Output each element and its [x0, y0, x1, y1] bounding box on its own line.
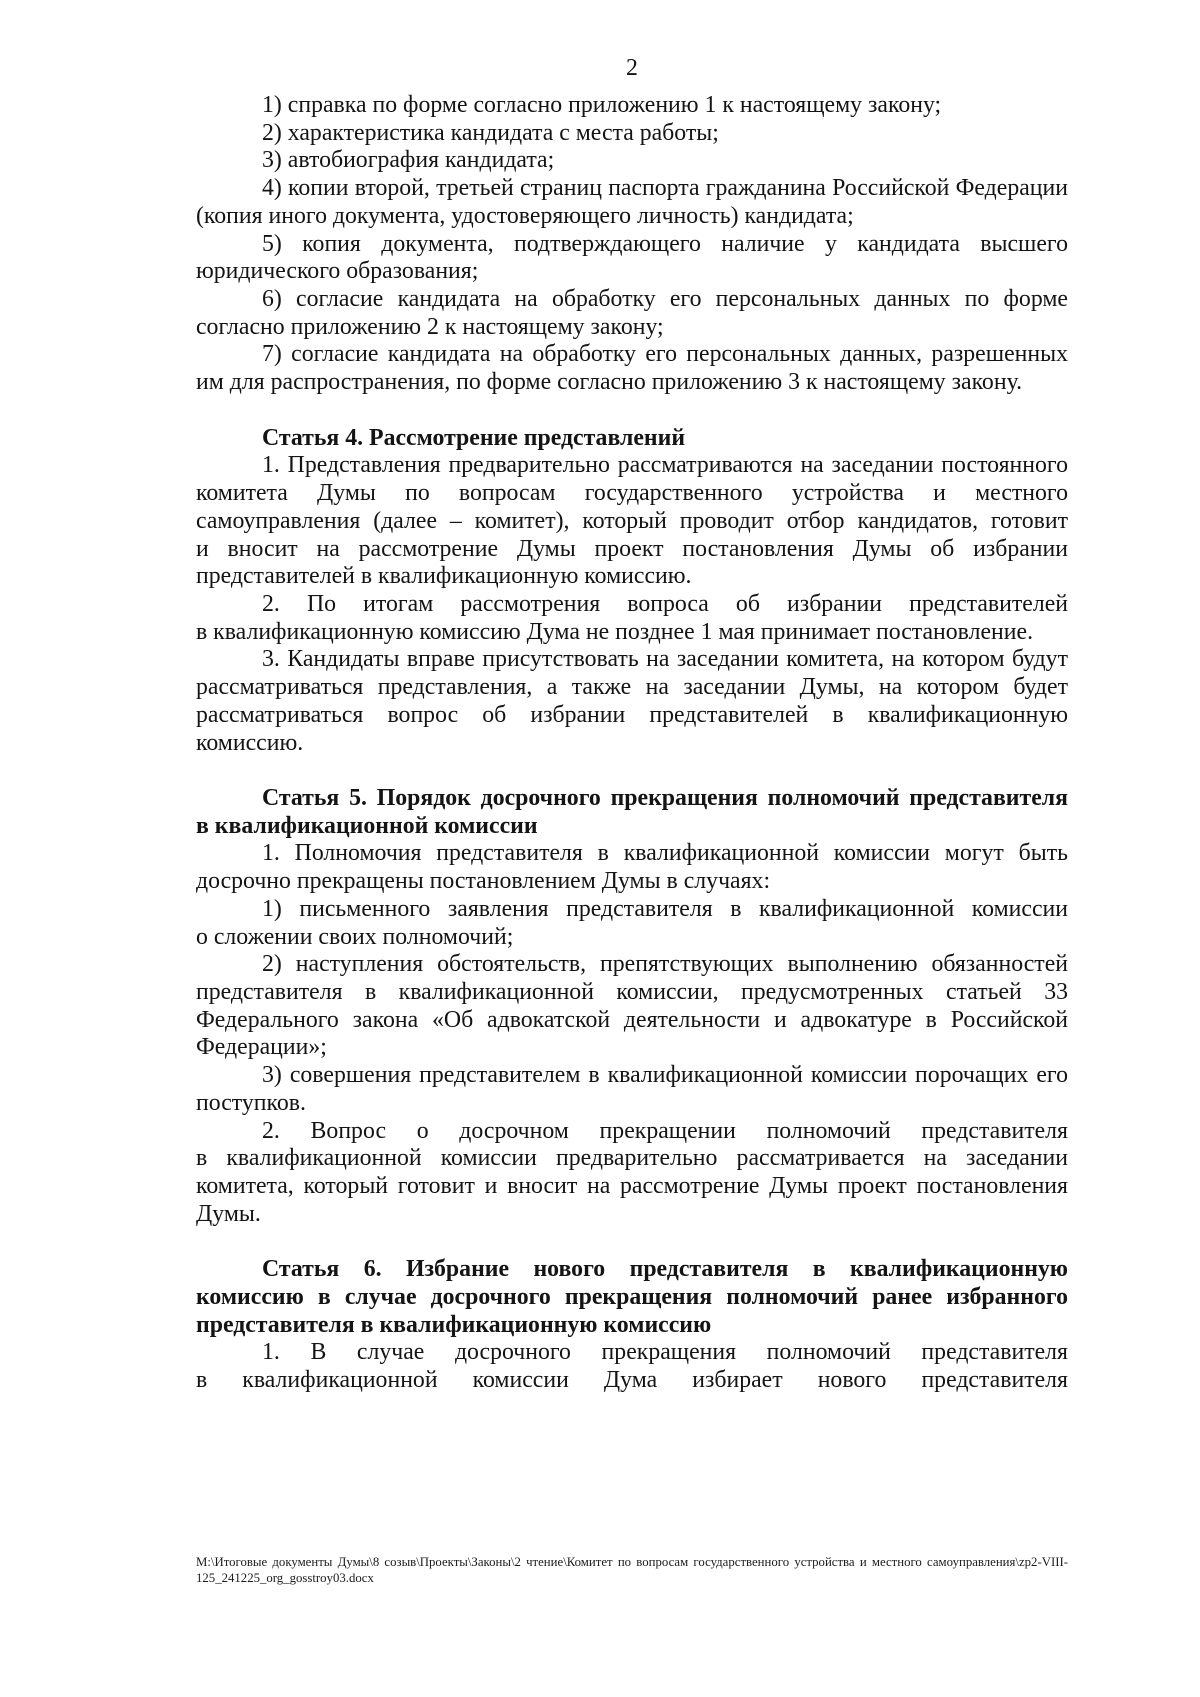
list-item: [196, 92, 1068, 120]
paragraph: [196, 951, 1068, 1062]
text-line: им для распространения, по форме согласно приложению 3 к настоящему закону.: [196, 369, 1023, 396]
text-line: 2. По итогам рассмотрения вопроса об избрании представителей: [262, 590, 1068, 617]
text-line: комиссию.: [196, 729, 304, 756]
heading-line: представителя в квалификационную комиссию: [196, 1311, 712, 1338]
text-line: (копия иного документа, удостоверяющего личность) кандидата;: [196, 202, 854, 229]
paragraph: [196, 452, 1068, 591]
text-line: представителей в квалификационную комиссию.: [196, 563, 692, 590]
list-item: [196, 175, 1068, 230]
heading-line: в квалификационной комиссии: [196, 812, 538, 839]
paragraph: [196, 896, 1068, 951]
text-line: 2) наступления обстоятельств, препятствующих выполнению обязанностей: [262, 951, 1068, 978]
page-number: 2: [626, 55, 638, 81]
text-line: 1. Представления предварительно рассматриваются на заседании постоянного: [262, 452, 1068, 479]
paragraph: [196, 591, 1068, 646]
text-line: 2. Вопрос о досрочном прекращении полномочий представителя: [262, 1117, 1068, 1144]
article-4: [196, 425, 1068, 758]
list-item: [196, 120, 1068, 148]
text-line: 3) совершения представителем в квалификационной комиссии порочащих его: [262, 1062, 1068, 1089]
list-item: [196, 147, 1068, 175]
text-line: юридического образования;: [196, 258, 479, 285]
article-heading: [196, 785, 1068, 840]
text-line: 1. Полномочия представителя в квалификационной комиссии могут быть: [262, 840, 1068, 867]
text-line: Думы.: [196, 1200, 261, 1227]
text-line: 3) автобиография кандидата;: [262, 147, 555, 174]
paragraph: [196, 1062, 1068, 1117]
heading-line: Статья 6. Избрание нового представителя в квалификационную: [262, 1256, 1068, 1283]
text-line: и вносит на рассмотрение Думы проект постановления Думы об избрании: [196, 535, 1068, 562]
list-item: [196, 341, 1068, 396]
heading-line: Статья 4. Рассмотрение представлений: [262, 424, 686, 451]
text-line: в квалификационной комиссии Дума избирает нового представителя: [196, 1367, 1068, 1394]
text-line: Федерального закона «Об адвокатской деятельности и адвокатуре в Российской: [196, 1006, 1068, 1033]
text-line: 6) согласие кандидата на обработку его персональных данных по форме: [262, 286, 1068, 313]
footer-line: M:\Итоговые документы Думы\8 созыв\Проекты\Законы\2 чтение\Комитет по вопросам государственного устройства и местного самоуправления\zp2-VIII-: [196, 1555, 1068, 1569]
list-item: [196, 231, 1068, 286]
text-line: в квалификационную комиссию Дума не позднее 1 мая принимает постановление.: [196, 618, 1034, 645]
article-heading: [196, 425, 1068, 453]
text-line: о сложении своих полномочий;: [196, 923, 514, 950]
text-line: Федерации»;: [196, 1034, 327, 1061]
file-path-footer: [196, 1554, 1068, 1586]
text-line: 7) согласие кандидата на обработку его персональных данных, разрешенных: [262, 341, 1068, 368]
text-line: 1) письменного заявления представителя в квалификационной комиссии: [262, 895, 1068, 922]
heading-line: Статья 5. Порядок досрочного прекращения полномочий представителя: [262, 784, 1068, 811]
required-documents-list: [196, 92, 1068, 397]
heading-line: комиссию в случае досрочного прекращения полномочий ранее избранного: [196, 1283, 1068, 1310]
text-line: представителя в квалификационной комиссии, предусмотренных статьей 33: [196, 979, 1068, 1005]
paragraph: [196, 1118, 1068, 1229]
text-line: 5) копия документа, подтверждающего наличие у кандидата высшего: [262, 230, 1068, 257]
document-body: [196, 92, 1068, 1395]
text-line: согласно приложению 2 к настоящему закону;: [196, 313, 664, 340]
article-heading: [196, 1256, 1068, 1339]
list-item: [196, 286, 1068, 341]
text-line: рассматриваться представления, а также на заседании Думы, на котором будет: [196, 674, 1068, 701]
text-line: 1. В случае досрочного прекращения полномочий представителя: [262, 1339, 1068, 1366]
text-line: комитета Думы по вопросам государственного устройства и местного: [196, 480, 1068, 507]
text-line: 1) справка по форме согласно приложению 1 к настоящему закону;: [262, 92, 942, 118]
article-6: [196, 1256, 1068, 1395]
text-line: рассматриваться вопрос об избрании представителей в квалификационную: [196, 701, 1068, 728]
text-line: самоуправления (далее – комитет), который проводит отбор кандидатов, готовит: [196, 507, 1068, 534]
text-line: досрочно прекращены постановлением Думы в случаях:: [196, 868, 771, 895]
text-line: 4) копии второй, третьей страниц паспорта гражданина Российской Федерации: [262, 175, 1068, 202]
text-line: в квалификационной комиссии предварительно рассматривается на заседании: [196, 1145, 1068, 1172]
text-line: 3. Кандидаты вправе присутствовать на заседании комитета, на котором будут: [262, 646, 1068, 673]
text-line: комитета, который готовит и вносит на рассмотрение Думы проект постановления: [196, 1173, 1068, 1200]
paragraph: [196, 840, 1068, 895]
text-line: 2) характеристика кандидата с места работы;: [262, 119, 719, 146]
text-line: поступков.: [196, 1089, 306, 1116]
paragraph: [196, 1339, 1068, 1394]
footer-line: 125_241225_org_gosstroy03.docx: [196, 1571, 374, 1585]
article-5: [196, 785, 1068, 1229]
paragraph: [196, 646, 1068, 757]
